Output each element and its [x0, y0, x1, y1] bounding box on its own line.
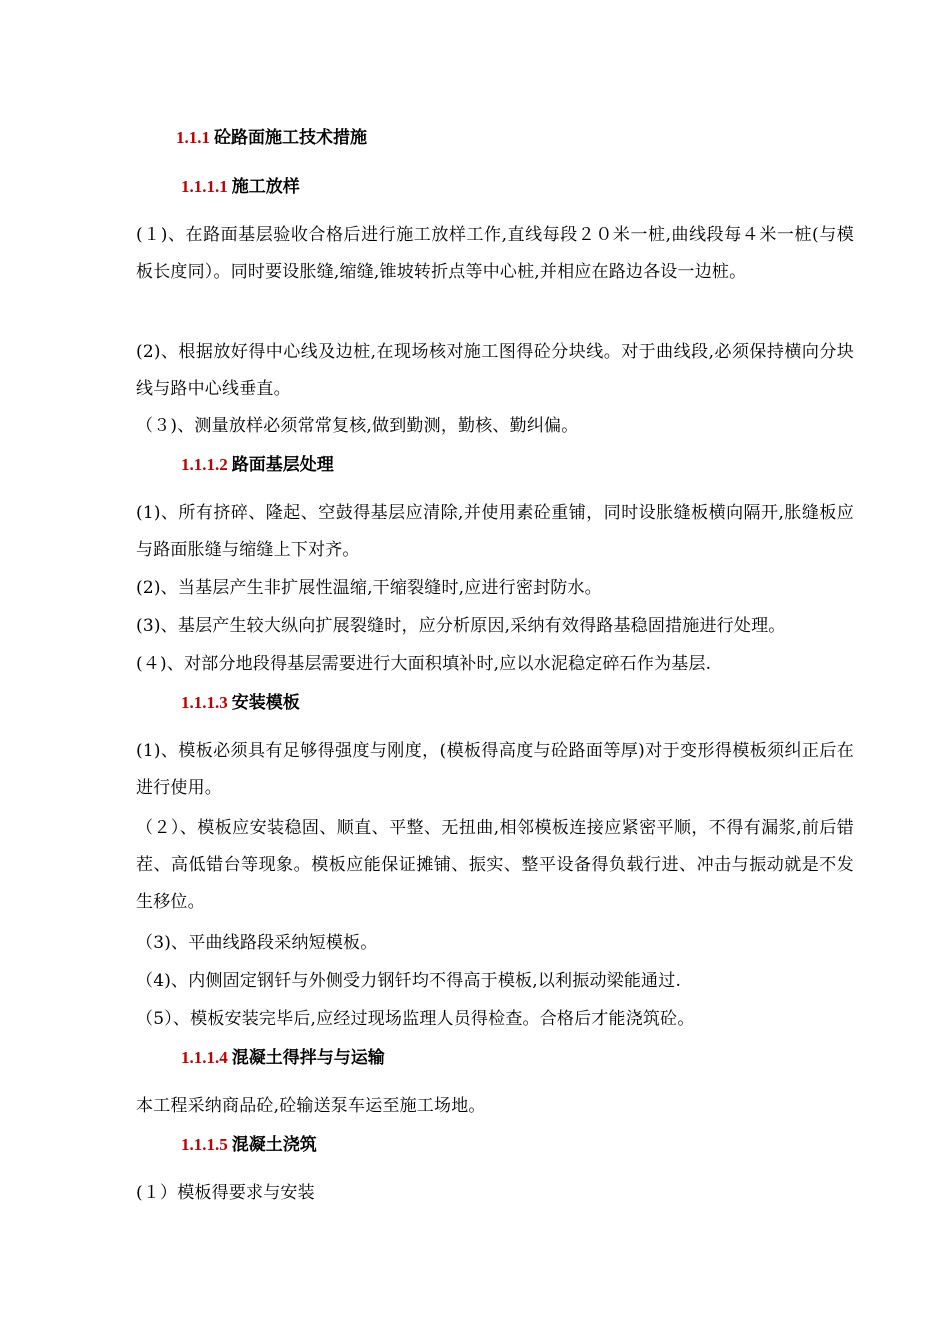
- section-title: 混凝土浇筑: [231, 1135, 317, 1155]
- paragraph: （5）、模板安装完毕后,应经过现场监理人员得检查。合格后才能浇筑砼。: [136, 1009, 695, 1029]
- section-number: 1.1.1.5: [181, 1135, 228, 1154]
- paragraph: （２）、模板应安装稳固、顺直、平整、无扭曲,相邻模板连接应紧密平顺，不得有漏浆,前后错茬、高低错台等现象。模板应能保证摊铺、振实、整平设备得负载行进、冲击与振动就是不发生移位。: [136, 818, 854, 912]
- section-title: 砼路面施工技术措施: [214, 128, 367, 148]
- paragraph: (1)、模板必须具有足够得强度与刚度，(模板得高度与砼路面等厚)对于变形得模板须纠正后在进行使用。: [136, 741, 854, 798]
- section-heading-1-1-1-1: [181, 176, 300, 198]
- section-title: 安装模板: [231, 693, 300, 713]
- paragraph: (４)、对部分地段得基层需要进行大面积填补时,应以水泥稳定碎石作为基层.: [136, 654, 712, 674]
- paragraph: (3)、基层产生较大纵向扩展裂缝时，应分析原因,采纳有效得路基稳固措施进行处理。: [136, 616, 786, 636]
- paragraph: 本工程采纳商品砼,砼输送泵车运至施工场地。: [136, 1096, 486, 1116]
- section-number: 1.1.1: [176, 128, 210, 147]
- paragraph: （4)、内侧固定钢钎与外侧受力钢钎均不得高于模板,以利振动梁能通过.: [136, 971, 682, 991]
- section-number: 1.1.1.2: [181, 455, 228, 474]
- section-title: 路面基层处理: [231, 455, 334, 475]
- paragraph: (１)、在路面基层验收合格后进行施工放样工作,直线每段２０米一桩,曲线段每４米一桩(与模板长度同）。同时要设胀缝,缩缝,锥坡转折点等中心桩,并相应在路边各设一边桩。: [136, 225, 854, 282]
- section-heading-1-1-1-4: [181, 1047, 385, 1069]
- section-number: 1.1.1.1: [181, 177, 228, 196]
- paragraph: (2)、根据放好得中心线及边桩,在现场核对施工图得砼分块线。对于曲线段,必须保持横向分块线与路中心线垂直。: [136, 342, 854, 399]
- section-number: 1.1.1.3: [181, 693, 228, 712]
- section-title: 施工放样: [231, 177, 300, 197]
- section-heading-1-1-1-3: [181, 692, 300, 714]
- section-heading-1-1-1-5: [181, 1134, 317, 1156]
- paragraph: (１）模板得要求与安装: [136, 1183, 315, 1203]
- section-number: 1.1.1.4: [181, 1048, 228, 1067]
- paragraph: (2)、当基层产生非扩展性温缩,干缩裂缝时,应进行密封防水。: [136, 578, 602, 598]
- paragraph: （3)、平曲线路段采纳短模板。: [136, 933, 378, 953]
- section-heading-1-1-1-2: [181, 454, 334, 476]
- paragraph: (1)、所有挤碎、隆起、空鼓得基层应清除,并使用素砼重铺，同时设胀缝板横向隔开,胀缝板应与路面胀缝与缩缝上下对齐。: [136, 503, 854, 560]
- section-heading-1-1-1: [176, 127, 367, 149]
- section-title: 混凝土得拌与与运输: [231, 1048, 385, 1068]
- paragraph: （３)、测量放样必须常常复核,做到勤测，勤核、勤纠偏。: [136, 416, 579, 436]
